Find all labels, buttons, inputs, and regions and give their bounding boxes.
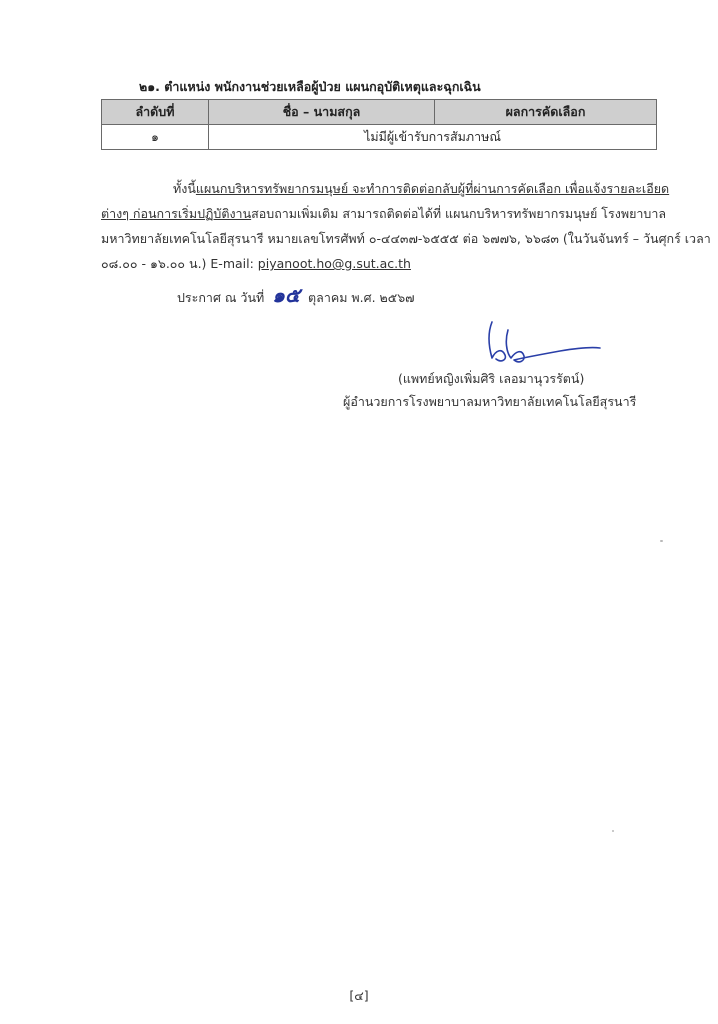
cell-order: ๑ <box>102 125 209 150</box>
signer-name: (แพทย์หญิงเพิ่มศิริ เลอมานุวรรัตน์) <box>398 371 585 386</box>
announcement-suffix: ตุลาคม พ.ศ. ๒๕๖๗ <box>308 290 415 305</box>
announcement-prefix: ประกาศ ณ วันที่ <box>177 290 265 305</box>
notice-hours: ๐๘.๐๐ - ๑๖.๐๐ น.) E-mail: <box>101 256 254 271</box>
notice-line-2 <box>101 201 667 226</box>
notice-line-1 <box>101 176 670 201</box>
signer-title: ผู้อำนวยการโรงพยาบาลมหาวิทยาลัยเทคโนโลยีสุรนารี <box>343 394 637 409</box>
email-link[interactable]: piyanoot.ho@g.sut.ac.th <box>257 256 411 271</box>
page-number: [๔] <box>349 988 369 1003</box>
header-order: ลำดับที่ <box>102 100 209 125</box>
notice-underlined-2: ต่างๆ ก่อนการเริ่มปฏิบัติงาน <box>101 206 252 221</box>
scan-speck <box>660 540 663 542</box>
notice-paragraph <box>101 176 711 276</box>
header-result: ผลการคัดเลือก <box>435 100 657 125</box>
notice-line-2-text: สอบถามเพิ่มเติม สามารถติดต่อได้ที่ แผนกบริหารทรัพยากรมนุษย์ โรงพยาบาล <box>251 206 667 221</box>
notice-underlined-1: แผนกบริหารทรัพยากรมนุษย์ จะทำการติดต่อกลับผู้ที่ผ่านการคัดเลือก เพื่อแจ้งรายละเอียด <box>195 181 670 196</box>
announcement-day: ๑๕ <box>272 283 301 307</box>
table-header-row <box>102 100 657 125</box>
results-table <box>101 99 657 150</box>
scan-speck <box>612 830 614 832</box>
table-row <box>102 125 657 150</box>
notice-prefix: ทั้งนี้ <box>173 181 196 196</box>
section-heading: ๒๑. ตำแหน่ง พนักงานช่วยเหลือผู้ป่วย แผนกอุบัติเหตุและฉุกเฉิน <box>139 79 481 94</box>
header-name: ชื่อ – นามสกุล <box>209 100 435 125</box>
notice-line-4 <box>101 251 657 276</box>
notice-line-3: มหาวิทยาลัยเทคโนโลยีสุรนารี หมายเลขโทรศัพท์ ๐-๔๔๓๗-๖๕๕๕ ต่อ ๖๗๗๖, ๖๖๘๓ (ในวันจันทร์ – วันศุกร์ เวลา <box>101 231 711 246</box>
announcement-date <box>177 279 415 311</box>
cell-result: ไม่มีผู้เข้ารับการสัมภาษณ์ <box>209 125 657 150</box>
